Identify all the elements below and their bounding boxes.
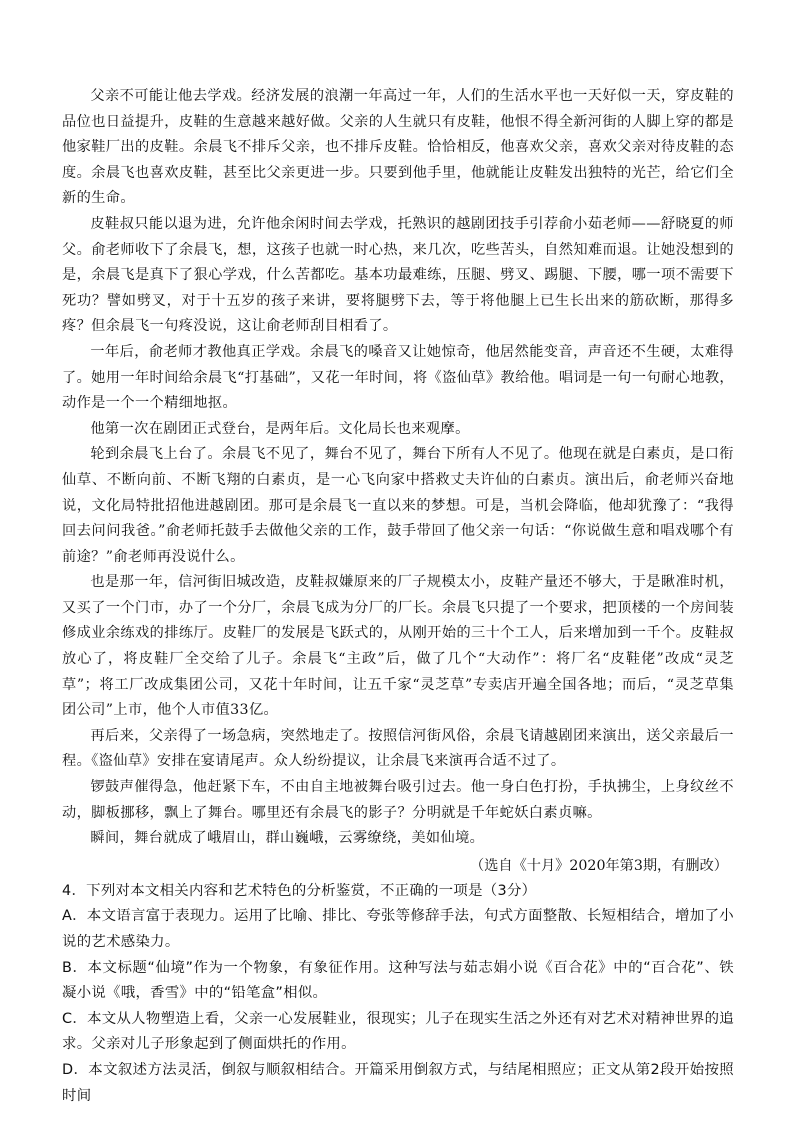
question-stem: 4．下列对本文相关内容和艺术特色的分析鉴赏，不正确的一项是（3分） <box>62 882 537 899</box>
article-source: （选自《十月》2020年第3期，有删改） <box>470 857 728 874</box>
article-paragraph-1: 父亲不可能让他去学戏。经济发展的浪潮一年高过一年，人们的生活水平也一天好似一天，穿皮鞋的品位也日益提升，皮鞋的生意越来越好做。父亲的人生就只有皮鞋，他恨不得全新河街的人脚上穿的都是他家鞋厂出的皮鞋。余晨飞不排斥父亲，也不排斥皮鞋。恰恰相反，他喜欢父亲，喜欢父亲对待皮鞋的态度。余晨飞也喜欢皮鞋，甚至比父亲更进一步。只要到他手里，他就能让皮鞋发出独特的光芒，给它们全新的生命。 <box>62 88 734 207</box>
article-paragraph-6: 也是那一年，信河街旧城改造，皮鞋叔嫌原来的厂子规模太小，皮鞋产量还不够大，于是瞅准时机，又买了一个门市，办了一个分厂，余晨飞成为分厂的厂长。余晨飞只提了一个要求，把顶楼的一个房间装修成业余练戏的排练厅。皮鞋厂的发展是飞跃式的，从刚开始的三十个工人，后来增加到一千个。皮鞋叔放心了，将皮鞋厂全交给了儿子。余晨飞“主政”后，做了几个“大动作”：将厂名“皮鞋佬”改成“灵芝草”；将工厂改成集团公司，又花十年时间，让五千家“灵芝草”专卖店开遍全国各地；而后，“灵芝草集团公司”上市，他个人市值33亿。 <box>62 574 734 719</box>
question-option-d: D．本文叙述方法灵活，倒叙与顺叙相结合。开篇采用倒叙方式，与结尾相照应；正文从第2段开始按照时间 <box>62 1061 734 1104</box>
question-option-b: B．本文标题“仙境”作为一个物象，有象征作用。这种写法与茹志娟小说《百合花》中的“百合花”、铁凝小说《哦，香雪》中的“铅笔盒”相似。 <box>62 959 734 1002</box>
question-block <box>62 879 734 1109</box>
article-paragraph-8: 锣鼓声催得急，他赶紧下车，不由自主地被舞台吸引过去。他一身白色打扮，手执拂尘，上身纹丝不动，脚板挪移，飘上了舞台。哪里还有余晨飞的影子？分明就是千年蛇妖白素贞嘛。 <box>62 779 734 821</box>
article-body <box>62 84 734 879</box>
question-option-c: C．本文从人物塑造上看，父亲一心发展鞋业，很现实；儿子在现实生活之外还有对艺术对精神世界的追求。父亲对儿子形象起到了侧面烘托的作用。 <box>62 1010 734 1053</box>
article-paragraph-9: 瞬间，舞台就成了峨眉山，群山巍峨，云雾缭绕，美如仙境。 <box>90 830 485 847</box>
article-paragraph-7: 再后来，父亲得了一场急病，突然地走了。按照信河街风俗，余晨飞请越剧团来演出，送父亲最后一程。《盗仙草》安排在宴请尾声。众人纷纷提议，让余晨飞来演再合适不过了。 <box>62 727 734 770</box>
article-paragraph-3: 一年后，俞老师才教他真正学戏。余晨飞的嗓音又让她惊奇，他居然能变音，声音还不生硬，太难得了。她用一年时间给余晨飞“打基础”，又花一年时间，将《盗仙草》教给他。唱词是一句一句耐心地教，动作是一个一个精细地抠。 <box>62 343 734 412</box>
article-paragraph-2: 皮鞋叔只能以退为进，允许他余闲时间去学戏，托熟识的越剧团技手引荐俞小茹老师——舒晓夏的师父。俞老师收下了余晨飞，想，这孩子也就一时心热，来几次，吃些苦头，自然知难而退。让她没想到的是，余晨飞是真下了狠心学戏，什么苦都吃。基本功最难练，压腿、劈叉、踢腿、下腰，哪一项不需要下死功？譬如劈叉，对于十五岁的孩子来讲，要将腿劈下去，等于将他腿上已生长出来的筋砍断，那得多疼？但余晨飞一句疼没说，这让俞老师刮目相看了。 <box>62 215 734 335</box>
article-paragraph-4: 他第一次在剧团正式登台，是两年后。文化局长也来观摩。 <box>90 420 470 437</box>
question-option-a: A．本文语言富于表现力。运用了比喻、排比、夸张等修辞手法，句式方面整散、长短相结合，增加了小说的艺术感染力。 <box>62 908 734 950</box>
article-paragraph-5: 轮到余晨飞上台了。余晨飞不见了，舞台不见了，舞台下所有人不见了。他现在就是白素贞，是口衔仙草、不断向前、不断飞翔的白素贞，是一心飞向家中搭救丈夫许仙的白素贞。演出后，俞老师兴奋地说，文化局特批招他进越剧团。那可是余晨飞一直以来的梦想。可是，当机会降临，他却犹豫了：“我得回去问问我爸。”俞老师托鼓手去做他父亲的工作，鼓手带回了他父亲一句话：“你说做生意和唱戏哪个有前途？”俞老师再没说什么。 <box>62 446 734 565</box>
